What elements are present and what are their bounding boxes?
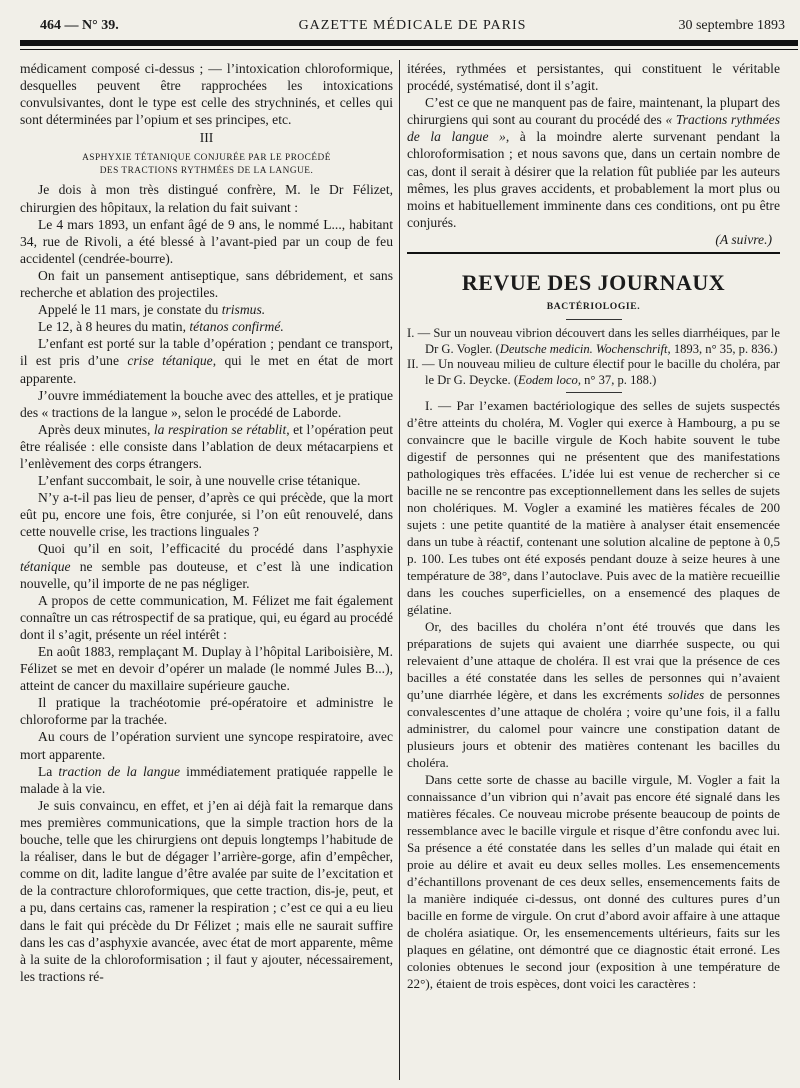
text: Le 12, à 8 heures du matin, bbox=[38, 319, 190, 335]
section-end-rule bbox=[407, 252, 780, 254]
italic-text: tétanique bbox=[20, 558, 71, 574]
paragraph bbox=[407, 618, 780, 771]
italic-text: trismus. bbox=[221, 302, 266, 318]
italic-text: « Tractions rythmées de la langue » bbox=[407, 112, 780, 145]
paragraph: Le 4 mars 1893, un enfant âgé de 9 ans, le nommé L..., habitant 34, rue de Rivoli, a été blessé à l’avant-pied par un coup de feu accidentel (cendrée-bourre). bbox=[20, 216, 393, 266]
text: , et l’opération peut être réalisée : elle consiste dans l’ablation de deux métacarpiens et l’enlèvement des corps étrangers. bbox=[20, 421, 393, 471]
paragraph: Je suis convaincu, en effet, et j’en ai déjà fait la remarque dans mes premières communications, que la simple traction hors de la bouche, telle que les chirurgiens ont depuis longtemps l’habitude de la réaliser, dans le but de dégager l’arrière-gorge, afin d’empêcher, comme on dit, ladite langue d’être avalée par suite de l’excitation et de la contracture chloroformiques, que cette traction, dis-je, peut, et a pu, dans certains cas, ramener la respiration ; c’est ce qui a eu lieu dans le fait qui précède du Dr Félizet ; mais elle ne saurait suffire dans les cas d’asphyxie avancée, avec état de mort apparente, même à la suite de la chloroformisation ; il faut y ajouter, nécessairement, les tractions ré- bbox=[20, 797, 393, 984]
text: Quoi qu’il en soit, l’efficacité du procédé dans l’asphyxie bbox=[38, 541, 393, 557]
text: , 1893, n° 35, p. 836.) bbox=[667, 341, 778, 356]
revue-subtitle: BACTÉRIOLOGIE. bbox=[546, 301, 641, 313]
to-be-continued: (A suivre.) bbox=[715, 231, 772, 247]
running-head bbox=[40, 18, 785, 40]
text: II. — Un nouveau milieu de culture électif pour le bacille du choléra, par le Dr G. Deycke. ( bbox=[407, 357, 780, 387]
text: Après deux minutes, bbox=[38, 421, 154, 437]
paragraph bbox=[20, 301, 393, 318]
journal-title: GAZETTE MÉDICALE DE PARIS bbox=[298, 18, 527, 33]
text: C’est ce que ne manquent pas de faire, maintenant, la plupart des chirurgiens qui sont au courant du procédé des bbox=[407, 95, 780, 128]
subtitle-rule bbox=[566, 319, 622, 320]
text: La bbox=[38, 763, 59, 779]
italic-text: tétanos confirmé. bbox=[189, 319, 284, 335]
text: Or, des bacilles du choléra n’ont été trouvés que dans les préparations de sujets qui avaient une diarrhée suspecte, ou qui relevaient d’une attaque de choléra. Il est vrai que la présence de ces bacilles a été constatée dans les selles de personnes qui n’avaient qu’une diarrhée légère, et dans les excréments bbox=[407, 619, 780, 703]
paragraph bbox=[20, 318, 393, 335]
italic-text: crise tétanique bbox=[127, 353, 213, 369]
text: , à la moindre alerte survenant pendant la chloroformisation ; et nous savons que, dans un certain nombre de cas, dont il serait à désirer que la relation fût publiée par les auteurs mêmes, les plus graves accidents, et probablement la mort plus ou moins et habituellement imminente dans ces conditions, ont pu être conjurés. bbox=[407, 129, 780, 230]
text: , qui le met en état de mort apparente. bbox=[20, 353, 393, 386]
text: L’enfant est porté sur la table d’opération ; pendant ce transport, il est pris d’une bbox=[20, 336, 393, 369]
text: I. — Sur un nouveau vibrion découvert dans les selles diarrhéiques, par le Dr G. Vogler. ( bbox=[407, 326, 780, 356]
header-rule bbox=[20, 40, 798, 46]
paragraph bbox=[20, 540, 393, 591]
italic-text: traction de la langue bbox=[58, 763, 181, 779]
paragraph bbox=[20, 763, 393, 797]
italic-text: Eodem loco bbox=[518, 372, 578, 387]
section-number: III bbox=[199, 130, 214, 146]
paragraph: L’enfant succombait, le soir, à une nouvelle crise tétanique. bbox=[38, 473, 361, 489]
paragraph: On fait un pansement antiseptique, sans débridement, et sans recherche et ablation des projectiles. bbox=[20, 267, 393, 301]
paragraph: J’ouvre immédiatement la bouche avec des attelles, et je pratique des « tractions de la langue », selon le procédé de Laborde. bbox=[20, 387, 393, 420]
paragraph bbox=[20, 335, 393, 386]
reference-1 bbox=[407, 326, 780, 357]
header-rule-thin bbox=[20, 49, 798, 50]
column-divider bbox=[399, 60, 400, 1080]
paragraph: Au cours de l’opération survient une syncope respiratoire, avec mort apparente. bbox=[20, 729, 393, 762]
paragraph bbox=[407, 94, 780, 231]
paragraph: Dans cette sorte de chasse au bacille virgule, M. Vogler a fait la connaissance d’un vibrion qui n’avait pas encore été signalé dans les matières fécales. Ce nouveau microbe présente beaucoup de points de ressemblance avec le bacille virgule et risque d’être confondu avec lui. Sa présence a été constatée dans les selles d’un malade qui était en proie au délire et avait eu deux selles molles. Les ensemencements d’échantillons provenant de ces deux selles, ensemencements faits de la manière indiquée ci-dessus, ont donné des cultures pures d’un bacille en forme de virgule. On crut d’abord avoir affaire à une attaque de choléra asiatique. Or, les ensemencements ultérieurs, faits sur les plaques en gélatine, ont démontré que ce diagnostic était erroné. Les colonies obtenues le second jour (exposition à une température de 22°), étaient de trois espèces, dont voici les caractères : bbox=[407, 772, 780, 992]
issue-date: 30 septembre 1893 bbox=[678, 18, 785, 33]
section-title-line-1: ASPHYXIE TÉTANIQUE CONJURÉE PAR LE PROCÉDÉ bbox=[82, 153, 331, 164]
section-title bbox=[20, 152, 393, 177]
text: de personnes convalescentes d’une attaque de choléra ; voire qu’une fois, il a fallu administrer, du calomel pour vaincre une constipation datant de plusieurs jours et obtenir des matières contenant les bacilles du choléra. bbox=[407, 687, 780, 771]
paragraph: Il pratique la trachéotomie pré-opératoire et administre le chloroforme par la trachée. bbox=[20, 695, 393, 728]
page-number: 464 — N° 39. bbox=[40, 18, 119, 33]
text: ne semble pas douteuse, et c’est là une indication nouvelle, qu’il importe de ne pas négliger. bbox=[20, 558, 393, 591]
paragraph: I. — Par l’examen bactériologique des selles de sujets suspectés d’être atteints du choléra, M. Vogler qui exerce à Hambourg, a pu se convaincre que le bacille virgule de Koch habite souvent le tube digestif de personnes qui ne présentent que des manifestations pathologiques très effacées. L’idée lui est venue de rechercher si ce bacille ne se rencontre pas exceptionnellement dans les selles de sujets non cholériques. M. Vogler a examiné les matières fécales de 200 sujets : une petite quantité de la matière à analyser était ensemencée dans un tube à réactif, contenant une solution alcaline de peptone à 0,5 p. 100. Les tubes ont été exposés pendant douze à seize heures à une température de 38°, dans l’autoclave. Puis avec de la matière recueillie dans les couches superficielles, on a ensemencé des plaques de gélatine. bbox=[407, 398, 780, 618]
paragraph: N’y a-t-il pas lieu de penser, d’après ce qui précède, que la mort eût pu, encore une fois, être conjurée, si l’on eût renouvelé, dans cette nouvelle crise, les tractions linguales ? bbox=[20, 490, 393, 540]
text: , n° 37, p. 188.) bbox=[577, 372, 657, 387]
paragraph: A propos de cette communication, M. Félizet me fait également connaître un cas rétrospectif de sa pratique, qui, eu égard au procédé dont il s’agit, présente un réel intérêt : bbox=[20, 592, 393, 642]
italic-text: Deutsche medicin. Wochenschrift bbox=[499, 341, 668, 356]
paragraph: médicament composé ci-dessus ; — l’intoxication chloroformique, desquelles peuvent être rapprochées les intoxications convulsivantes, dont le type est celle des strychninés, et celles qui sont déterminées par l’opium et ses principes, etc. bbox=[20, 61, 393, 128]
text: Appelé le 11 mars, je constate du bbox=[38, 302, 222, 318]
right-column bbox=[407, 60, 780, 1085]
reference-2 bbox=[407, 357, 780, 388]
left-column bbox=[20, 60, 393, 1085]
italic-text: solides bbox=[667, 687, 705, 703]
reference-rule bbox=[566, 392, 622, 393]
section-title-line-2: DES TRACTIONS RYTHMÉES DE LA LANGUE. bbox=[99, 165, 314, 176]
revue-title: REVUE DES JOURNAUX bbox=[461, 270, 726, 296]
paragraph: Je dois à mon très distingué confrère, M. le Dr Félizet, chirurgien des hôpitaux, la relation du fait suivant : bbox=[20, 182, 393, 215]
text: immédiatement pratiquée rappelle le malade à la vie. bbox=[20, 763, 393, 796]
paragraph: En août 1883, remplaçant M. Duplay à l’hôpital Lariboisière, M. Félizet se met en devoir d’opérer un malade (le nommé Jules B...), atteint de cancer du maxillaire supérieure gauche. bbox=[20, 644, 393, 694]
paragraph bbox=[20, 421, 393, 472]
italic-text: la respiration se rétablit bbox=[153, 421, 287, 437]
paragraph: itérées, rythmées et persistantes, qui constituent le véritable procédé, systématisé, dont il s’agit. bbox=[407, 61, 780, 94]
